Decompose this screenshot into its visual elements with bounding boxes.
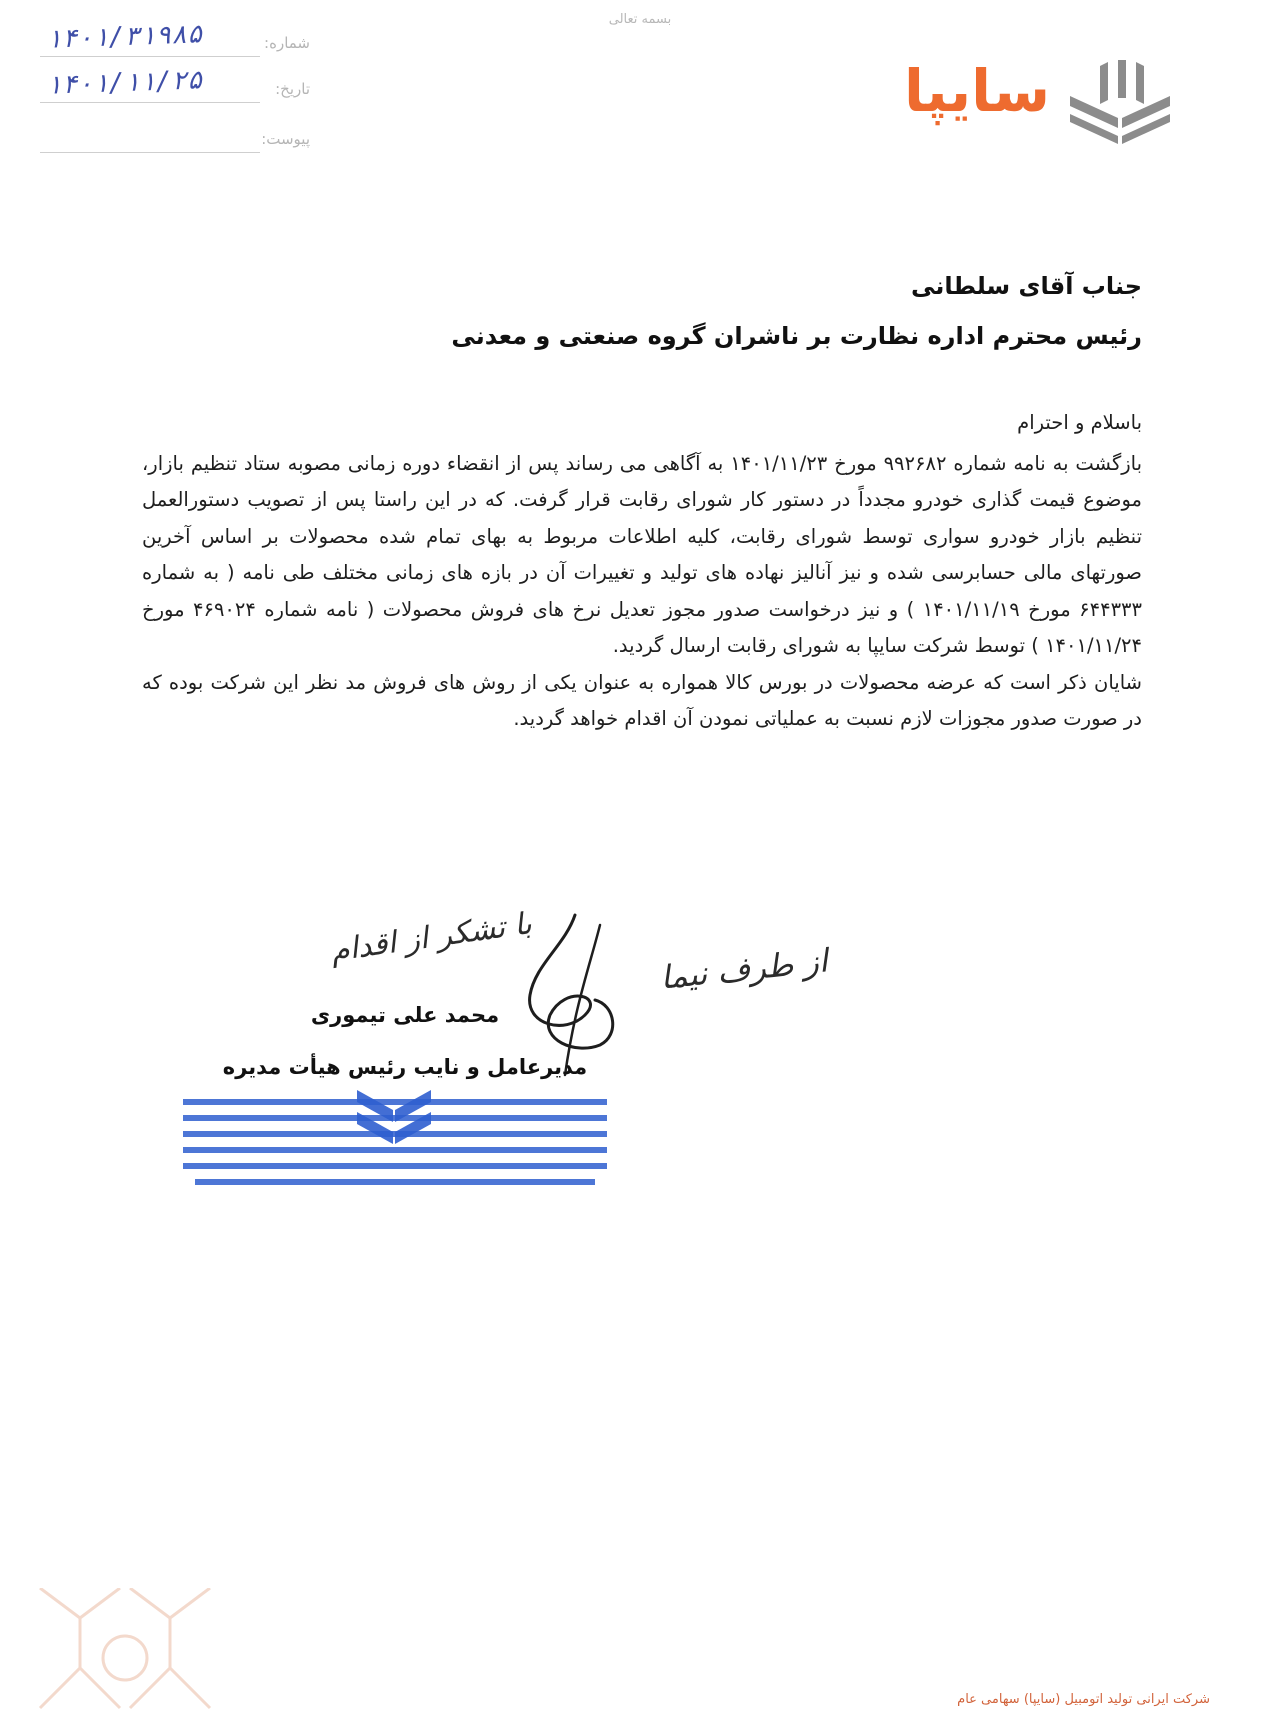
footer-company-name: شرکت ایرانی تولید اتومبیل (سایپا) سهامی عام [957, 1692, 1210, 1707]
saipa-emblem-icon [1060, 58, 1180, 144]
recipient-name: جناب آقای سلطانی [911, 272, 1142, 300]
letter-number-line [40, 56, 260, 57]
invocation-text: بسمه تعالی [608, 12, 672, 27]
handwritten-note-left: با تشکر از اقدام [328, 906, 534, 969]
letter-date-label: تاریخ: [275, 80, 310, 98]
letter-date-line [40, 102, 260, 103]
saipa-logo [890, 58, 1210, 148]
letter-date-value: ۱۴۰۱/۱۱/۲۵ [45, 65, 204, 101]
body-paragraph-1: بازگشت به نامه شماره ۹۹۲۶۸۲ مورخ ۱۴۰۱/۱۱/۲۳ به آگاهی می رساند پس از انقضاء دوره زمانی مصوبه ستاد تنظیم بازار، موضوع قیمت گذاری خودرو مجدداً در دستور کار شورای رقابت قرار گرفت. که در این راستا پس از تصویب دستورالعمل تنظیم بازار خودرو سواری توسط شورای رقابت، کلیه اطلاعات مربوط به بهای تمام شده محصولات بر اساس آخرین صورتهای مالی حسابرسی شده و نیز آنالیز نهاده های تولید و تغییرات آن در بازه های زمانی مختلف طی نامه ( به شماره ۶۴۴۳۳۳ مورخ ۱۴۰۱/۱۱/۱۹ ) و نیز درخواست صدور مجوز تعدیل نرخ های فروش محصولات ( نامه شماره ۴۶۹۰۲۴ مورخ ۱۴۰۱/۱۱/۲۴ ) توسط شرکت سایپا به شورای رقابت ارسال گردید. [142, 451, 1143, 657]
watermark-pattern-icon [20, 1588, 230, 1718]
letter-number-field [40, 19, 310, 62]
logo-wordmark: سایپا [903, 57, 1050, 125]
handwritten-note-right: از طرف نیما [658, 941, 830, 997]
letter-body [142, 405, 1142, 738]
letter-number-label: شماره: [264, 34, 310, 52]
signer-name: محمد علی تیموری [310, 1003, 500, 1027]
letter-number-value: ۱۴۰۱/۳۱۹۸۵ [45, 19, 204, 55]
attachment-label: پیوست: [261, 130, 310, 148]
recipient-position: رئیس محترم اداره نظارت بر ناشران گروه صنعتی و معدنی [451, 322, 1142, 350]
attachment-line [40, 152, 260, 153]
signer-title: مدیرعامل و نایب رئیس هیأت مدیره [222, 1055, 588, 1079]
recipient-block [242, 272, 1142, 350]
letter-date-field [40, 65, 310, 108]
body-paragraph-2: شایان ذکر است که عرضه محصولات در بورس کالا همواره به عنوان یکی از روش های فروش مد نظر این شرکت بوده که در صورت صدور مجوزات لازم نسبت به عملیاتی نمودن آن اقدام خواهد گردید. [142, 670, 1142, 730]
attachment-field [40, 118, 310, 158]
greeting: باسلام و احترام [1017, 411, 1142, 434]
